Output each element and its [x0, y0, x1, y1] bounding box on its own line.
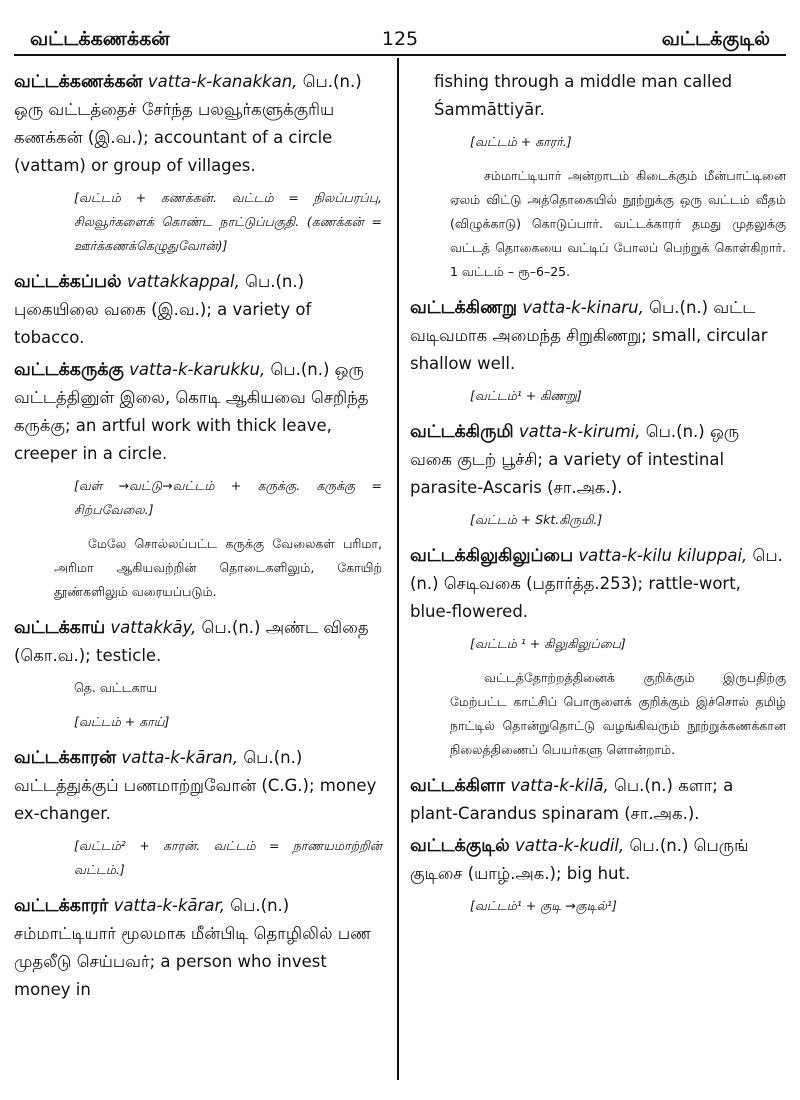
transliteration: vatta-k-kirumi,: [518, 422, 641, 441]
definition: பெ.(n.) அண்ட விதை (கொ.வ.); testicle.: [14, 618, 369, 665]
usage-note: சம்மாட்டியார் அன்றாடம் கிடைக்கும் மீன்பாட்டினை ஏலம் விட்டு அத்தொகையில் நூற்றுக்கு ஒரு வட்டம் வீதம் (விழுக்காடு) கொடுப்பார். வட்டக்காரர் தமது முதலுக்கு வட்டத் தொகையை வட்டிப் போலப் பெற்றுக் கொள்கிறார். 1 வட்டம் – ரூ–6–25.: [450, 168, 786, 279]
entry-continuation: [410, 68, 786, 124]
running-head-left: வட்டக்கணக்கன்: [30, 28, 170, 50]
transliteration: vatta-k-kilu kiluppai,: [578, 546, 748, 565]
cognate-note: தெ. வட்டகாய: [74, 680, 157, 695]
etymology: [வட்டம்¹ + கிணறு]: [470, 388, 582, 403]
dictionary-entry: [14, 68, 382, 180]
dictionary-entry: [14, 356, 382, 468]
transliteration: vatta-k-kārar,: [113, 896, 226, 915]
dictionary-entry: [14, 614, 382, 670]
transliteration: vatta-k-kanakkan,: [147, 72, 298, 91]
etymology: [வட்டம் + Skt.கிருமி.]: [470, 512, 603, 527]
etymology: [வட்டம்² + காரன். வட்டம் = நாணயமாற்றின் வட்டம்.]: [74, 838, 382, 877]
column-divider: [397, 58, 399, 1080]
headword: வட்டக்காரர்: [14, 896, 109, 916]
etymology: [வட்டம் + கணக்கன். வட்டம் = நிலப்பரப்பு, சிலவூர்களைக் கொண்ட நாட்டுப்பகுதி. (கணக்கன் = ஊர்க்கணக்கெழுதுவோன்)]: [74, 190, 382, 253]
definition: பெ.(n.) களா; a plant-Carandus spinaram (சா.அக.).: [410, 776, 734, 823]
dictionary-entry: [410, 832, 786, 888]
transliteration: vatta-k-kinaru,: [522, 298, 644, 317]
dictionary-entry: [410, 772, 786, 828]
transliteration: vattakkāy,: [110, 618, 197, 637]
page-header: [0, 0, 800, 52]
headword: வட்டக்கிணறு: [410, 298, 518, 318]
definition: பெ.(n.) வட்ட வடிவமாக அமைந்த சிறுகிணறு; small, circular shallow well.: [410, 298, 768, 373]
definition: பெ.(n.) ஒரு வகை குடற் பூச்சி; a variety of intestinal parasite-Ascaris (சா.அக.).: [410, 422, 740, 497]
definition: fishing through a middle man called Śammāttiyār.: [434, 72, 733, 119]
etymology: [வட்டம் + காய்]: [74, 714, 170, 729]
definition: பெ.(n.) வட்டத்துக்குப் பணமாற்றுவோன் (C.G.); money ex-changer.: [14, 748, 377, 823]
headword: வட்டக்காரன்: [14, 748, 117, 768]
left-column: [14, 68, 382, 1008]
dictionary-entry: [14, 892, 382, 1004]
dictionary-entry: [410, 294, 786, 378]
headword: வட்டக்குடில்: [410, 836, 510, 856]
definition: பெ.(n.) ஒரு வட்டத்தினுள் இலை, கொடி ஆகியவை செறிந்த கருக்கு; an artful work with thick leave, creeper in a circle.: [14, 360, 369, 463]
transliteration: vatta-k-kāran,: [121, 748, 239, 767]
usage-note: மேலே சொல்லப்பட்ட கருக்கு வேலைகள் பரிமா, அரிமா ஆகியவற்றின் தொடைகளிலும், கோயிற் தூண்களிலும் வரையப்படும்.: [54, 536, 382, 599]
etymology: [வட்டம் ¹ + கிலுகிலுப்பை]: [470, 636, 626, 651]
dictionary-entry: [410, 542, 786, 626]
dictionary-entry: [410, 418, 786, 502]
etymology: [வள் →வட்டு→வட்டம் + கருக்கு. கருக்கு = சிற்பவேலை.]: [74, 478, 382, 517]
dictionary-entry: [14, 268, 382, 352]
headword: வட்டக்கிலுகிலுப்பை: [410, 546, 574, 566]
definition: பெ.(n.) ஒரு வட்டத்தைச் சேர்ந்த பலவூர்களுக்குரிய கணக்கன் (இ.வ.); accountant of a circle (vattam) or group of villages.: [14, 72, 362, 175]
definition: பெ.(n.) பெருங் குடிசை (யாழ்.அக.); big hut.: [410, 836, 749, 883]
headword: வட்டக்கருக்கு: [14, 360, 124, 380]
definition: பெ.(n.) புகையிலை வகை (இ.வ.); a variety of tobacco.: [14, 272, 312, 347]
headword: வட்டக்கிளா: [410, 776, 506, 796]
definition: பெ.(n.) சம்மாட்டியார் மூலமாக மீன்பிடி தொழிலில் பண முதலீடு செய்பவர்; a person who invest money in: [14, 896, 372, 999]
usage-note: வட்டத்தோற்றத்தினைக் குறிக்கும் இருபதிற்கு மேற்பட்ட காட்சிப் பொருளைக் குறிக்கும் இச்சொல் தமிழ் நாட்டில் தொன்றுதொட்டு வழங்கிவரும் நூற்றுக்கணக்கான நிலைத்திணைப் பெயர்களு ளொன்றாம்.: [450, 670, 786, 757]
definition: பெ.(n.) செடிவகை (பதார்த்த.253); rattle-wort, blue-flowered.: [410, 546, 783, 621]
transliteration: vatta-k-kudil,: [514, 836, 625, 855]
headword: வட்டக்கப்பல்: [14, 272, 122, 292]
headword: வட்டக்காய்: [14, 618, 106, 638]
header-rule: [14, 54, 786, 56]
headword: வட்டக்கணக்கன்: [14, 72, 143, 92]
transliteration: vatta-k-karukku,: [129, 360, 266, 379]
etymology: [வட்டம் + காரர்.]: [470, 134, 572, 149]
right-column: [410, 68, 786, 928]
headword: வட்டக்கிருமி: [410, 422, 514, 442]
transliteration: vatta-k-kilā,: [510, 776, 609, 795]
running-head-right: வட்டக்குடில்: [661, 28, 770, 50]
dictionary-entry: [14, 744, 382, 828]
transliteration: vattakkappal,: [126, 272, 240, 291]
page-number: 125: [381, 28, 419, 50]
etymology: [வட்டம்¹ + குடி →குடில்¹]: [470, 898, 617, 913]
